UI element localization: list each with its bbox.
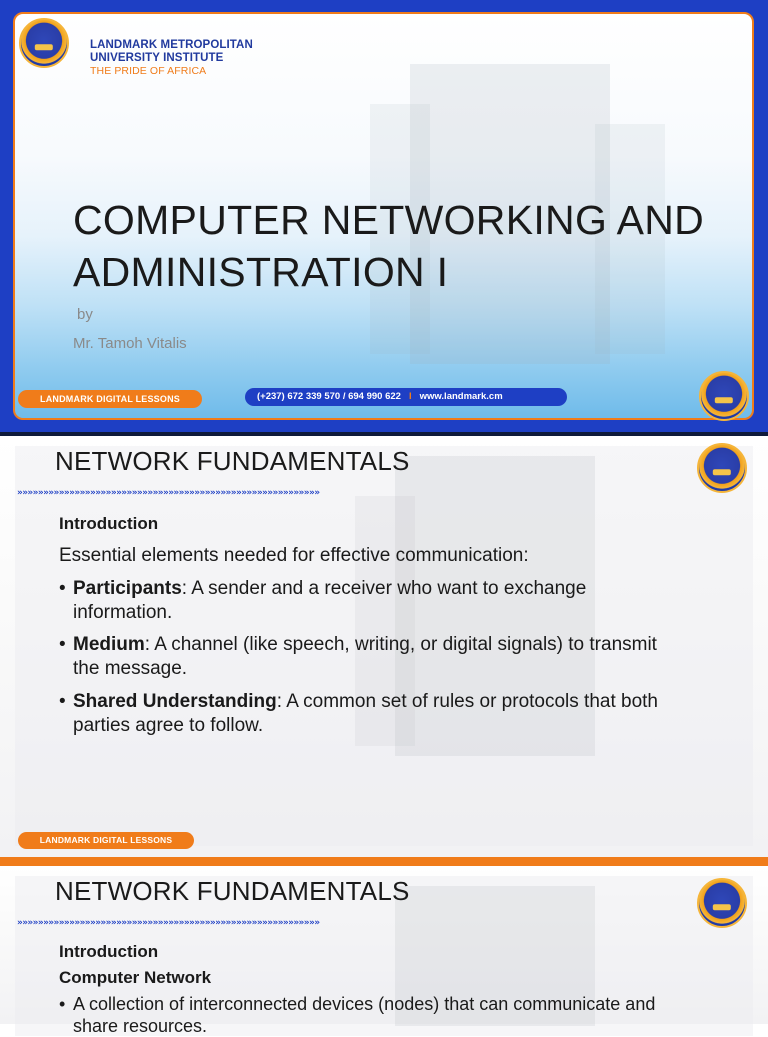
- bullet-dot: •: [59, 578, 66, 599]
- bullet-term: Shared Understanding: [73, 691, 277, 712]
- bullet-text: : A sender and a receiver who want to exchange: [181, 578, 587, 599]
- section-subheading: Computer Network: [59, 968, 212, 987]
- section-heading: Introduction: [59, 942, 159, 961]
- slide-divider: [0, 857, 768, 866]
- seal-book-icon: [35, 44, 53, 50]
- contact-bar: [245, 388, 567, 406]
- title-line1: COMPUTER NETWORKING AND: [73, 197, 705, 243]
- chevron-divider: »»»»»»»»»»»»»»»»»»»»»»»»»»»»»»»»»»»»»»»»»»»»»»»»»»»»»»»»»»: [17, 918, 320, 928]
- bullet-text-cont: information.: [73, 602, 173, 623]
- bullet-text-cont: share resources.: [73, 1016, 208, 1036]
- list-item: [59, 993, 719, 1037]
- university-seal-icon: [697, 878, 747, 928]
- contact-phone: (+237) 672 339 570 / 694 990 622: [257, 391, 401, 402]
- author-name: Mr. Tamoh Vitalis: [73, 335, 187, 352]
- bullet-text: : A channel (like speech, writing, or digital signals) to transmit: [144, 634, 657, 655]
- bullet-dot: •: [59, 691, 66, 712]
- slide-title: NETWORK FUNDAMENTALS: [55, 446, 410, 476]
- university-name: [90, 39, 253, 78]
- university-seal-icon: [699, 371, 749, 421]
- digital-lessons-badge: LANDMARK DIGITAL LESSONS: [18, 832, 194, 849]
- bullet-text-cont: parties agree to follow.: [73, 715, 264, 736]
- university-seal-icon: [19, 18, 69, 68]
- title-line2: ADMINISTRATION I: [73, 249, 449, 295]
- content-slide-2: [0, 866, 768, 1036]
- digital-lessons-badge: LANDMARK DIGITAL LESSONS: [18, 390, 202, 408]
- content-slide-1: [0, 436, 768, 857]
- by-label: by: [77, 306, 93, 323]
- bullet-text-cont: the message.: [73, 658, 188, 679]
- university-name-line2: UNIVERSITY INSTITUTE: [90, 52, 224, 64]
- contact-website-link[interactable]: www.landmark.cm: [419, 391, 503, 402]
- title-slide: [0, 0, 768, 432]
- university-tagline: THE PRIDE OF AFRICA: [90, 65, 207, 77]
- chevron-divider: »»»»»»»»»»»»»»»»»»»»»»»»»»»»»»»»»»»»»»»»»»»»»»»»»»»»»»»»»»: [17, 488, 320, 498]
- bullet-text: : A common set of rules or protocols that both: [276, 691, 659, 712]
- seal-book-icon: [713, 469, 731, 475]
- list-item: [59, 690, 719, 738]
- title-slide-card: [13, 12, 754, 420]
- section-heading: Introduction: [59, 514, 159, 533]
- list-item: [59, 577, 719, 625]
- bullet-text: A collection of interconnected devices (nodes) that can communicate and: [73, 994, 656, 1014]
- bullet-dot: •: [59, 994, 66, 1014]
- slide-title: NETWORK FUNDAMENTALS: [55, 876, 410, 906]
- list-item: [59, 633, 719, 681]
- bullet-term: Medium: [73, 634, 145, 655]
- presentation-title: [73, 194, 753, 298]
- university-name-line1: LANDMARK METROPOLITAN: [90, 39, 253, 51]
- bullet-term: Participants: [73, 578, 182, 599]
- bullet-dot: •: [59, 634, 66, 655]
- contact-separator: I: [408, 391, 412, 402]
- seal-book-icon: [713, 904, 731, 910]
- intro-text: Essential elements needed for effective communication:: [59, 545, 529, 566]
- university-seal-icon: [697, 443, 747, 493]
- seal-book-icon: [715, 397, 733, 403]
